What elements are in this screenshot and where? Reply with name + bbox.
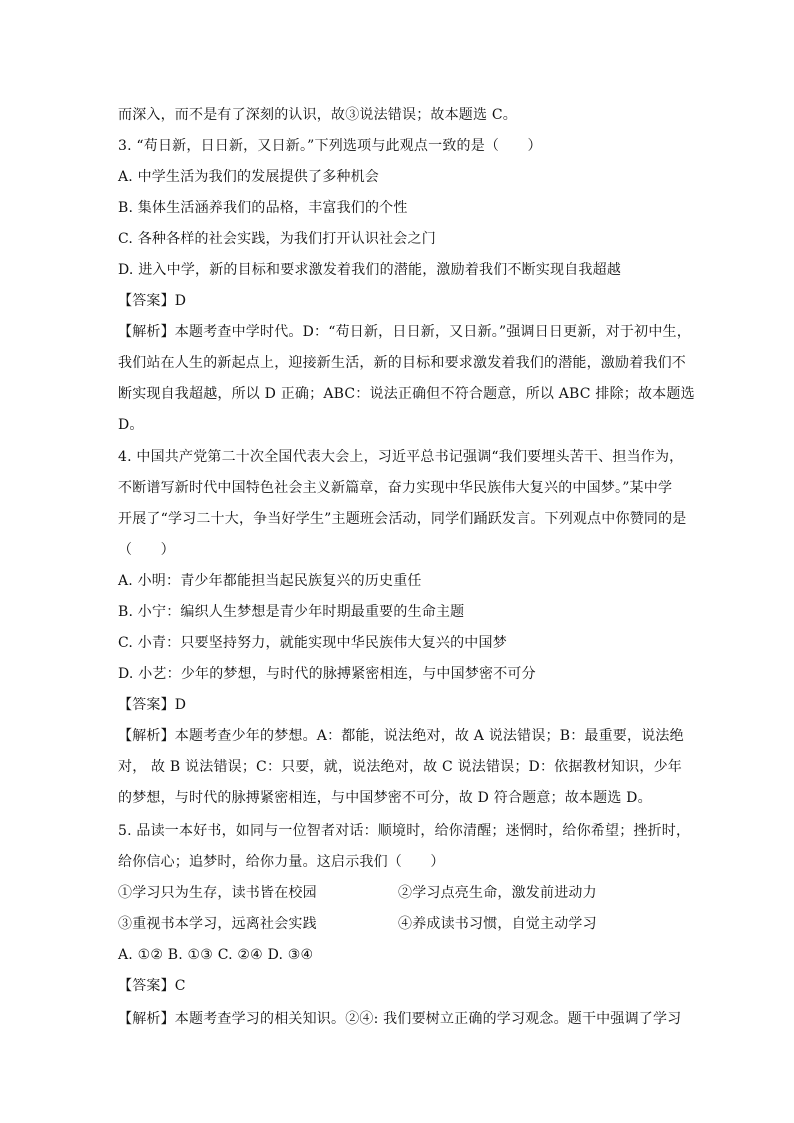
question-3-option-d: D. 进入中学，新的目标和要求激发着我们的潜能，激励着我们不断实现自我超越 [118,262,622,278]
question-3-option-a: A. 中学生活为我们的发展提供了多种机会 [118,169,380,185]
question-4-explanation-line: 对， 故 B 说法错误；C：只要，就，说法绝对，故 C 说法错误；D：依据教材知识，少年 [118,759,682,775]
question-4-stem-line: （ ） [118,542,175,558]
question-4-stem-line: 不断谱写新时代中国特色社会主义新篇章，奋力实现中华民族伟大复兴的中国梦。”某中学 [118,480,673,496]
question-5-stem-line: 给你信心；追梦时，给你力量。这启示我们（ ） [118,854,445,870]
question-3-answer: 【答案】D [118,293,187,309]
question-5-statement-2: ②学习点亮生命，激发前进动力 [398,885,597,901]
question-3-stem: 3. “苟日新，日日新，又日新。”下列选项与此观点一致的是（ ） [118,138,542,154]
question-4-stem-line: 4. 中国共产党第二十次全国代表大会上，习近平总书记强调“我们要埋头苦干、担当作为， [118,449,684,465]
question-4-stem-line: 开展了“学习二十大，争当好学生”主题班会活动，同学们踊跃发言。下列观点中你赞同的是 [118,511,687,527]
question-5-statement-4: ④养成读书习惯，自觉主动学习 [398,916,597,932]
text-line: 而深入，而不是有了深刻的认识，故③说法错误；故本题选 C。 [118,107,517,123]
question-4-option-c: C. 小青：只要坚持努力，就能实现中华民族伟大复兴的中国梦 [118,635,507,651]
question-3-explanation-line: D。 [118,417,144,433]
question-4-option-b: B. 小宁：编织人生梦想是青少年时期最重要的生命主题 [118,604,465,620]
question-5-choices: A. ①② B. ①③ C. ②④ D. ③④ [118,947,314,963]
question-4-option-a: A. 小明：青少年都能担当起民族复兴的历史重任 [118,573,422,589]
question-5-stem-line: 5. 品读一本好书，如同与一位智者对话：顺境时，给你清醒；迷惘时，给你希望；挫折时， [118,823,691,839]
question-5-explanation-line: 【解析】本题考查学习的相关知识。②④: 我们要树立正确的学习观念。题干中强调了学习 [118,1011,682,1027]
question-5-statement-3: ③重视书本学习，远离社会实践 [118,916,317,932]
question-4-explanation-line: 【解析】本题考查少年的梦想。A：都能，说法绝对，故 A 说法错误；B：最重要，说法绝 [118,728,684,744]
question-4-answer: 【答案】D [118,697,187,713]
question-5-answer: 【答案】C [118,978,186,994]
question-3-explanation-line: 断实现自我超越，所以 D 正确；ABC：说法正确但不符合题意，所以 ABC 排除；故本题选 [118,386,695,402]
question-4-option-d: D. 小艺：少年的梦想，与时代的脉搏紧密相连，与中国梦密不可分 [118,666,536,682]
question-3-option-c: C. 各种各样的社会实践，为我们打开认识社会之门 [118,231,436,247]
question-4-explanation-line: 的梦想，与时代的脉搏紧密相连，与中国梦密不可分，故 D 符合题意；故本题选 D。 [118,790,652,806]
question-3-option-b: B. 集体生活涵养我们的品格，丰富我们的个性 [118,200,408,216]
question-3-explanation-line: 【解析】本题考查中学时代。D：“苟日新，日日新，又日新。”强调日日更新，对于初中生， [118,324,691,340]
question-5-statement-1: ①学习只为生存，读书皆在校园 [118,885,317,901]
question-3-explanation-line: 我们站在人生的新起点上，迎接新生活，新的目标和要求激发着我们的潜能，激励着我们不 [118,355,686,371]
